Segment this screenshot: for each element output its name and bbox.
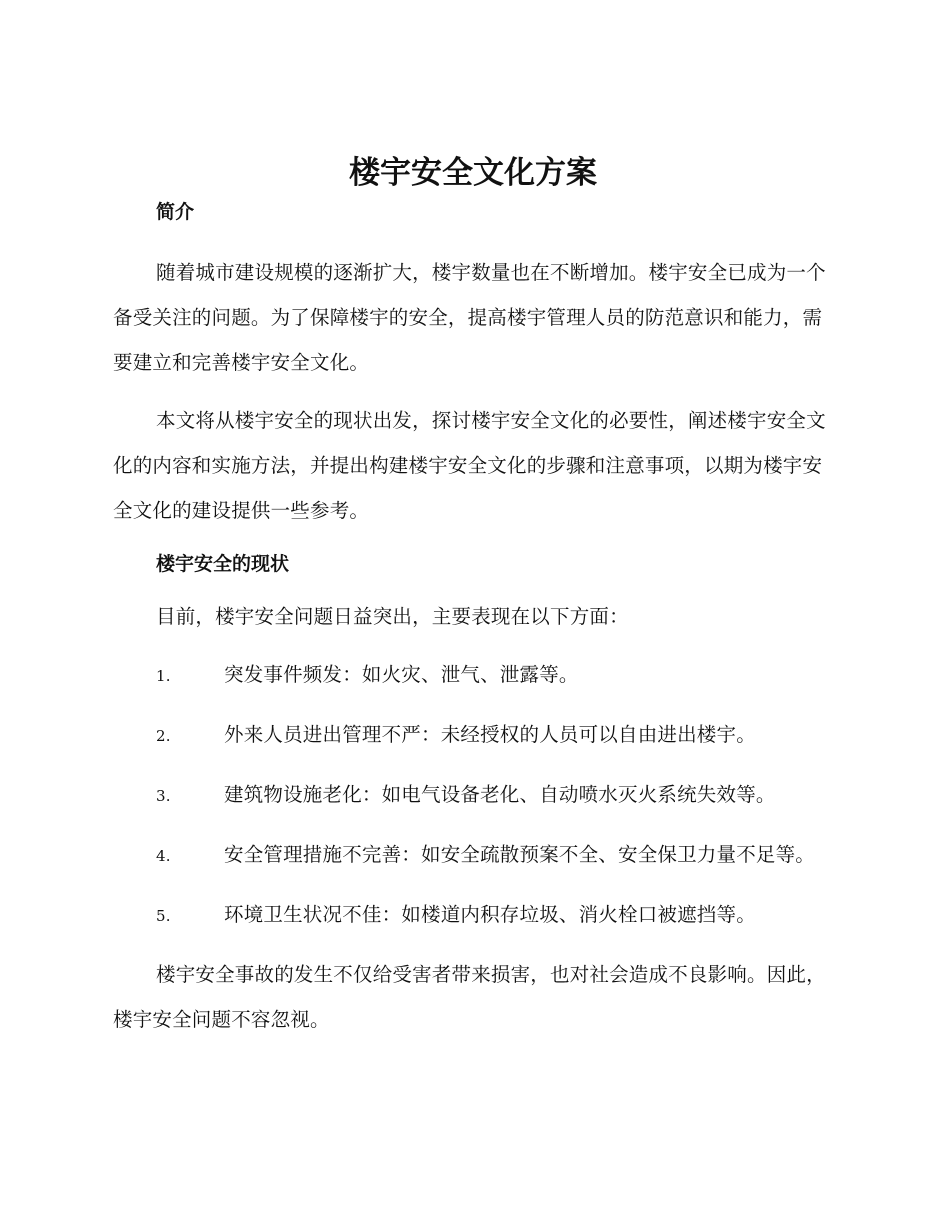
list-number: 4. <box>156 847 171 865</box>
list-item <box>113 772 833 819</box>
status-closing-paragraph: 楼宇安全事故的发生不仅给受害者带来损害，也对社会造成不良影响。因此，楼宇安全问题不容忽视。 <box>113 963 826 1031</box>
document-title: 楼宇安全文化方案 <box>349 155 597 191</box>
list-item <box>113 892 833 939</box>
intro-paragraph-2: 本文将从楼宇安全的现状出发，探讨楼宇安全文化的必要性，阐述楼宇安全文化的内容和实施方法，并提出构建楼宇安全文化的步骤和注意事项，以期为楼宇安全文化的建设提供一些参考。 <box>113 409 826 522</box>
list-item-text: 环境卫生状况不佳：如楼道内积存垃圾、消火栓口被遮挡等。 <box>224 903 756 926</box>
status-intro: 目前，楼宇安全问题日益突出，主要表现在以下方面： <box>156 605 629 628</box>
list-item <box>113 652 833 699</box>
list-item-text: 外来人员进出管理不严：未经授权的人员可以自由进出楼宇。 <box>224 723 756 746</box>
list-item-text: 建筑物设施老化：如电气设备老化、自动喷水灭火系统失效等。 <box>224 783 776 806</box>
list-number: 1. <box>156 667 171 685</box>
document-body <box>113 150 833 1042</box>
list-item-text: 安全管理措施不完善：如安全疏散预案不全、安全保卫力量不足等。 <box>224 843 816 866</box>
list-item-text: 突发事件频发：如火灾、泄气、泄露等。 <box>224 663 579 686</box>
list-item <box>113 712 833 759</box>
list-number: 2. <box>156 727 171 745</box>
list-item <box>113 832 833 879</box>
section-heading-intro: 简介 <box>156 201 195 223</box>
intro-paragraph-1: 随着城市建设规模的逐渐扩大，楼宇数量也在不断增加。楼宇安全已成为一个备受关注的问题。为了保障楼宇的安全，提高楼宇管理人员的防范意识和能力，需要建立和完善楼宇安全文化。 <box>113 261 826 374</box>
list-number: 3. <box>156 787 171 805</box>
list-number: 5. <box>156 907 171 925</box>
section-heading-status: 楼宇安全的现状 <box>156 553 290 575</box>
